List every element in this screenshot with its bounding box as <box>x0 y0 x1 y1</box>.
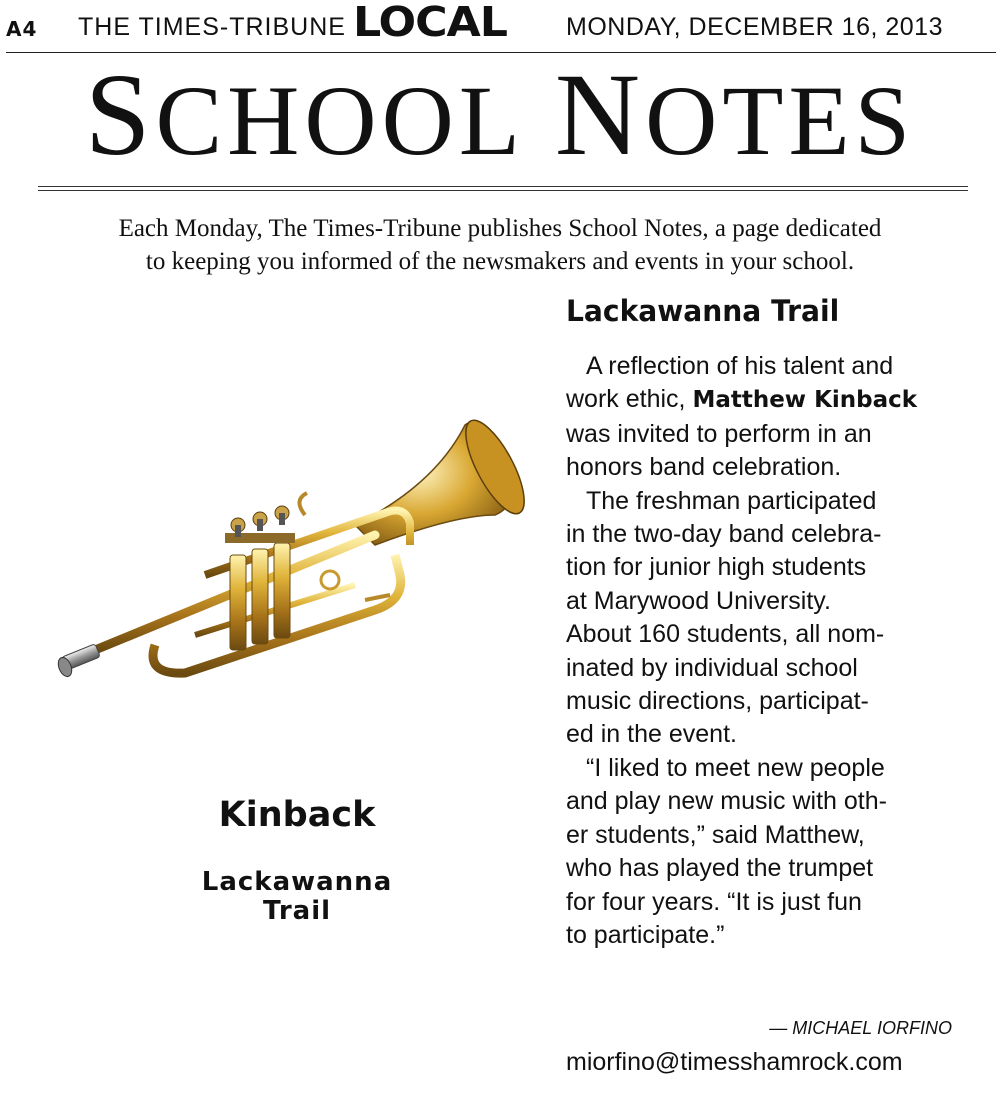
masthead-title <box>0 49 1000 181</box>
story-line: About 160 students, all nom- <box>566 620 885 649</box>
story-line: in the two-day band celebra- <box>566 520 882 549</box>
story-line: “I liked to meet new people <box>586 753 885 782</box>
intro-line: Each Monday, The Times-Tribune publishes School Notes, a page dedicated <box>118 215 882 242</box>
story-line: tion for junior high students <box>566 553 867 582</box>
story-line: ed in the event. <box>566 720 737 749</box>
paper-name: THE TIMES-TRIBUNE <box>78 13 346 41</box>
masthead-word2-rest: OTES <box>645 65 916 176</box>
story-line: for four years. “It is just fun <box>566 887 862 916</box>
story-line: inated by individual school <box>566 653 858 682</box>
student-name: Matthew Kinback <box>692 387 918 414</box>
masthead-word-rest: CHOOL <box>155 65 525 176</box>
story-line: at Marywood University. <box>566 586 831 615</box>
masthead-cap-s: S <box>84 49 156 180</box>
issue-date: MONDAY, DECEMBER 16, 2013 <box>566 13 943 41</box>
page-number: A4 <box>6 17 38 41</box>
author-email: miorfino@timesshamrock.com <box>566 1048 903 1076</box>
story-headline: Lackawanna Trail <box>566 294 840 328</box>
story-line: who has played the trumpet <box>566 854 874 883</box>
story-line: honors band celebration. <box>566 453 842 482</box>
page-header <box>0 0 1000 48</box>
story-line: to participate.” <box>566 920 725 949</box>
caption-school-line: Lackawanna <box>201 867 393 897</box>
photo-caption-school <box>142 868 452 926</box>
story-line: was invited to perform in an <box>566 419 872 448</box>
masthead-double-rule <box>38 186 968 191</box>
section-label: LOCAL <box>353 0 507 46</box>
story-line: A reflection of his talent and <box>586 352 894 380</box>
story-body <box>566 350 986 952</box>
caption-school-line: Trail <box>262 896 332 926</box>
photo-caption-name: Kinback <box>218 795 376 835</box>
story-text: work ethic, <box>566 385 693 414</box>
masthead-cap-n: N <box>554 49 646 180</box>
intro-line: to keeping you informed of the newsmakers and events in your school. <box>145 248 855 275</box>
intro-blurb <box>0 212 1000 278</box>
story-line: The freshman participated <box>586 486 877 515</box>
story-line <box>566 383 986 417</box>
story-line: er students,” said Matthew, <box>566 820 865 849</box>
story-line: music directions, participat- <box>566 687 869 716</box>
trumpet-image <box>55 405 535 695</box>
author-byline: — MICHAEL IORFINO <box>769 1018 952 1038</box>
story-line: and play new music with oth- <box>566 787 887 816</box>
